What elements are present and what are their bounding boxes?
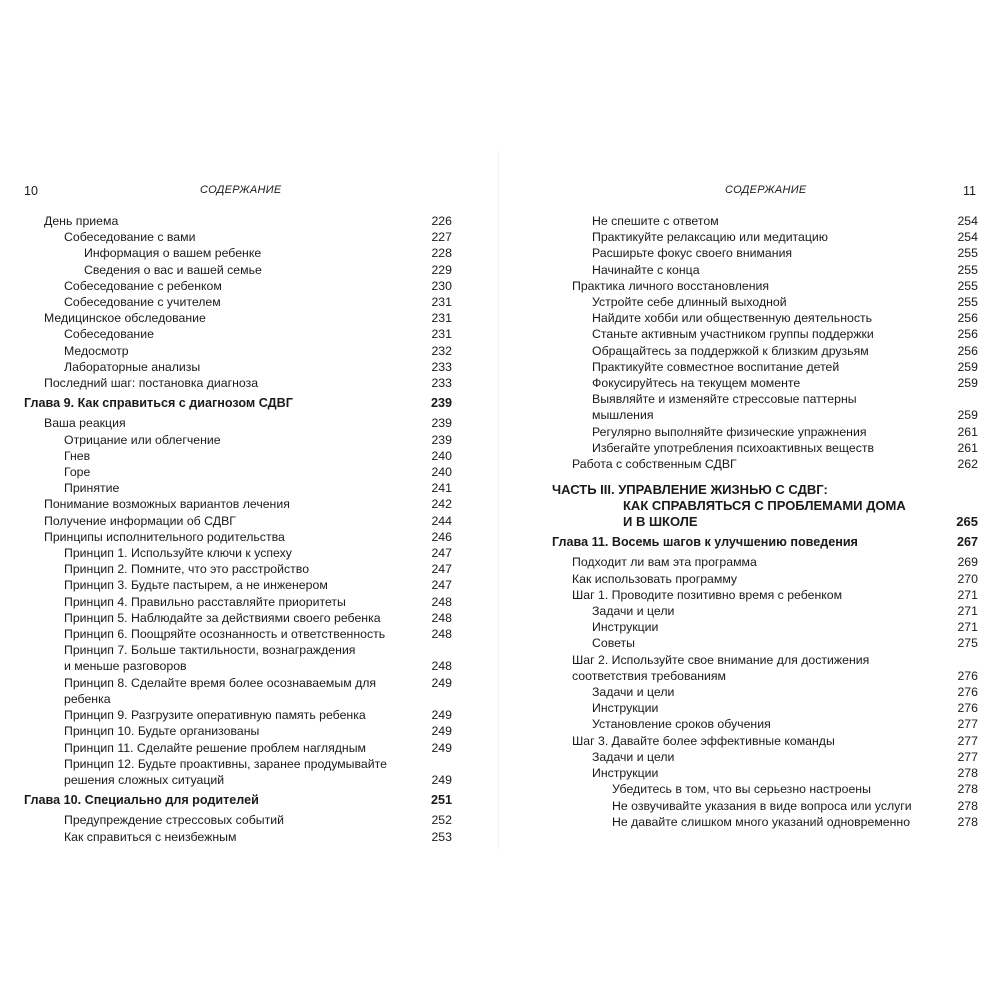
toc-entry <box>552 294 978 310</box>
toc-page-number: 240 <box>431 465 452 480</box>
toc-page-number: 254 <box>957 230 978 245</box>
toc-entry <box>24 545 452 561</box>
toc-entry-title: Практикуйте совместное воспитание детей <box>592 359 840 374</box>
toc-entry <box>24 229 452 245</box>
toc-entry <box>552 262 978 278</box>
toc-page-number: 226 <box>431 214 452 228</box>
toc-entry <box>24 245 452 261</box>
toc-page-number: 259 <box>957 359 978 374</box>
toc-section-a <box>552 213 978 472</box>
toc-entry-title: Принцип 3. Будьте пастырем, а не инженером <box>64 578 328 593</box>
toc-entry-title: Шаг 3. Давайте более эффективные команды <box>572 733 835 748</box>
toc-page-number <box>424 756 452 772</box>
toc-entry <box>552 359 978 375</box>
toc-entry <box>24 278 452 294</box>
toc-page-number: 231 <box>431 311 452 326</box>
running-head: СОДЕРЖАНИЕ <box>200 184 282 196</box>
toc-entry-title: Выявляйте и изменяйте стрессовые паттерны <box>592 392 857 407</box>
toc-page-number: 276 <box>957 668 978 683</box>
toc-entry <box>552 213 978 229</box>
page-number: 10 <box>24 184 38 198</box>
toc-entry-title: Получение информации об СДВГ <box>44 513 236 528</box>
toc-entry-title: мышления <box>592 408 654 423</box>
toc-page-number: 269 <box>957 555 978 570</box>
toc-page-number: 265 <box>956 514 978 530</box>
toc-entry <box>552 781 978 797</box>
toc-entry <box>552 749 978 765</box>
toc-entry-title: Инструкции <box>592 620 659 635</box>
toc-entry-title: Собеседование с ребенком <box>64 278 222 293</box>
toc-entry <box>24 448 452 464</box>
toc-entry-title: Найдите хобби или общественную деятельность <box>592 311 873 326</box>
toc-entry <box>552 603 978 619</box>
toc-page-number: 251 <box>430 793 452 808</box>
toc-entry-title: Практикуйте релаксацию или медитацию <box>592 230 829 245</box>
toc-entry-title: Глава 10. Специально для родителей <box>24 793 259 808</box>
toc-entry-title: Шаг 1. Проводите позитивно время с ребенком <box>572 587 843 602</box>
toc-entry <box>552 635 978 651</box>
toc-page-number: 256 <box>957 311 978 326</box>
toc-page-number: 230 <box>431 278 452 293</box>
part-title-line: И В ШКОЛЕ <box>623 514 698 530</box>
running-head: СОДЕРЖАНИЕ <box>725 184 807 196</box>
toc-entry <box>24 723 452 739</box>
toc-page-number: 277 <box>957 717 978 732</box>
toc-entry <box>24 529 452 545</box>
toc-page-number: 255 <box>957 262 978 277</box>
toc-entry-title: Информация о вашем ребенке <box>84 246 262 261</box>
toc-entry-title: Принцип 9. Разгрузите оперативную память ребенка <box>64 708 366 723</box>
toc-entry <box>552 229 978 245</box>
toc-entry-title: Обращайтесь за поддержкой к близким друзьям <box>592 343 869 358</box>
toc-page-number: 248 <box>431 659 452 674</box>
toc-entry-title: Последний шаг: постановка диагноза <box>44 376 259 391</box>
toc-entry-title: Устройте себе длинный выходной <box>592 295 787 310</box>
toc-entry-title: Шаг 2. Используйте свое внимание для достижения <box>572 652 870 667</box>
toc-entry <box>552 619 978 635</box>
toc-page-number: 278 <box>957 782 978 797</box>
toc-entry-title: и меньше разговоров <box>64 659 187 674</box>
toc-entry-title: Советы <box>592 636 636 651</box>
toc-entry-title: Принцип 6. Поощряйте осознанность и ответственность <box>64 627 386 642</box>
toc-page-number: 248 <box>431 610 452 625</box>
toc-entry-title: решения сложных ситуаций <box>64 772 225 787</box>
toc-entry <box>552 456 978 472</box>
toc-entry <box>24 513 452 529</box>
page-number: 11 <box>963 184 976 198</box>
toc-entry <box>552 326 978 342</box>
toc-page-number: 262 <box>957 457 978 472</box>
toc-page-number: 254 <box>957 214 978 228</box>
toc-entry <box>552 684 978 700</box>
toc-entry <box>552 407 978 423</box>
toc-page-number: 239 <box>431 432 452 447</box>
toc-page-number: 277 <box>957 749 978 764</box>
toc-entry-title: Лабораторные анализы <box>64 359 201 374</box>
right-page <box>500 0 1000 1000</box>
toc-page-number: 248 <box>431 594 452 609</box>
toc-entry-title: Собеседование с вами <box>64 230 196 245</box>
toc-entry <box>552 716 978 732</box>
toc-page-number: 239 <box>430 396 452 411</box>
toc-page-number: 256 <box>957 343 978 358</box>
toc-entry-title: Работа с собственным СДВГ <box>572 457 737 472</box>
toc-page-number: 249 <box>431 675 452 690</box>
toc-entry <box>552 668 978 684</box>
toc-entry <box>24 415 452 431</box>
toc-entry <box>552 798 978 814</box>
toc-entry-title: Сведения о вас и вашей семье <box>84 262 262 277</box>
toc-entry-title: Предупреждение стрессовых событий <box>64 813 284 828</box>
toc-page-number: 240 <box>431 448 452 463</box>
toc-page-number: 275 <box>957 636 978 651</box>
toc-entry <box>552 278 978 294</box>
toc-list <box>552 213 978 830</box>
part-title-line: ЧАСТЬ III. УПРАВЛЕНИЕ ЖИЗНЬЮ С СДВГ: <box>552 482 828 498</box>
toc-entry-title: День приема <box>44 214 119 228</box>
toc-page-number <box>424 642 452 658</box>
toc-entry <box>24 756 452 772</box>
toc-entry-title: Медосмотр <box>64 343 129 358</box>
toc-entry-title: Практика личного восстановления <box>572 278 770 293</box>
toc-page-number: 276 <box>957 685 978 700</box>
toc-page-number: 278 <box>957 766 978 781</box>
toc-entry <box>24 610 452 626</box>
toc-entry <box>552 391 978 407</box>
toc-entry-title: Как использовать программу <box>572 571 738 586</box>
toc-entry <box>24 658 452 674</box>
toc-page-number: 248 <box>431 627 452 642</box>
toc-chapter <box>552 534 978 550</box>
toc-entry <box>24 642 452 658</box>
toc-page-number: 271 <box>957 620 978 635</box>
toc-entry-title: Глава 11. Восемь шагов к улучшению поведения <box>552 535 858 550</box>
toc-entry <box>24 577 452 593</box>
toc-entry-title: Как справиться с неизбежным <box>64 829 237 844</box>
part-title-line: КАК СПРАВЛЯТЬСЯ С ПРОБЛЕМАМИ ДОМА <box>623 498 906 514</box>
toc-page-number: 242 <box>431 497 452 512</box>
toc-entry-title: Принцип 5. Наблюдайте за действиями своего ребенка <box>64 610 381 625</box>
toc-entry-title: Собеседование с учителем <box>64 295 221 310</box>
toc-entry <box>552 554 978 570</box>
toc-entry <box>24 829 452 845</box>
toc-chapter <box>24 792 452 808</box>
toc-page-number: 228 <box>431 246 452 261</box>
toc-entry-title: Фокусируйтесь на текущем моменте <box>592 376 801 391</box>
toc-entry <box>24 772 452 788</box>
toc-entry <box>552 310 978 326</box>
toc-entry-title: Начинайте с конца <box>592 262 700 277</box>
toc-entry-title: Подходит ли вам эта программа <box>572 555 757 570</box>
toc-entry <box>552 571 978 587</box>
toc-entry-title: Установление сроков обучения <box>592 717 771 732</box>
toc-entry <box>24 707 452 723</box>
toc-entry-title: Принцип 2. Помните, что это расстройство <box>64 562 310 577</box>
toc-entry <box>552 587 978 603</box>
toc-page-number: 247 <box>431 562 452 577</box>
toc-page-number <box>950 652 978 668</box>
toc-entry-title: Принцип 4. Правильно расставляйте приоритеты <box>64 594 346 609</box>
toc-page-number: 261 <box>957 424 978 439</box>
toc-entry-title: Задачи и цели <box>592 604 675 619</box>
toc-page-number: 259 <box>957 376 978 391</box>
toc-entry <box>24 740 452 756</box>
toc-page-number: 276 <box>957 701 978 716</box>
toc-entry <box>24 480 452 496</box>
toc-entry-title: Принцип 1. Используйте ключи к успеху <box>64 546 292 561</box>
toc-page-number: 232 <box>431 343 452 358</box>
toc-entry <box>552 375 978 391</box>
toc-entry-title: Избегайте употребления психоактивных веществ <box>592 440 875 455</box>
toc-page-number: 239 <box>431 416 452 431</box>
toc-page-number: 271 <box>957 604 978 619</box>
toc-entry <box>24 594 452 610</box>
toc-entry <box>24 343 452 359</box>
toc-page-number: 249 <box>431 724 452 739</box>
toc-entry <box>24 359 452 375</box>
toc-page-number: 270 <box>957 571 978 586</box>
toc-part-heading <box>552 482 978 530</box>
toc-page-number: 231 <box>431 327 452 342</box>
toc-page-number: 249 <box>431 772 452 787</box>
toc-page-number: 246 <box>431 529 452 544</box>
toc-page-number: 241 <box>431 481 452 496</box>
toc-entry <box>24 496 452 512</box>
toc-entry <box>24 626 452 642</box>
toc-part-title <box>552 482 950 530</box>
toc-page-number: 252 <box>431 813 452 828</box>
toc-page-number: 271 <box>957 587 978 602</box>
toc-entry <box>552 765 978 781</box>
toc-page-number: 255 <box>957 278 978 293</box>
toc-page-number: 249 <box>431 740 452 755</box>
toc-entry-title: Задачи и цели <box>592 685 675 700</box>
toc-entry <box>24 675 452 707</box>
toc-entry <box>552 700 978 716</box>
toc-entry-title: Глава 9. Как справиться с диагнозом СДВГ <box>24 396 293 411</box>
toc-page-number: 267 <box>956 535 978 550</box>
toc-entry <box>24 310 452 326</box>
toc-page-number: 227 <box>431 230 452 245</box>
toc-entry-title: Регулярно выполняйте физические упражнения <box>592 424 867 439</box>
toc-entry <box>24 432 452 448</box>
toc-entry-title: Инструкции <box>592 701 659 716</box>
toc-page-number: 256 <box>957 327 978 342</box>
toc-entry-title: Принцип 7. Больше тактильности, вознаграждения <box>64 643 356 658</box>
toc-entry <box>24 375 452 391</box>
toc-entry-title: соответствия требованиям <box>572 668 726 683</box>
toc-entry <box>24 262 452 278</box>
toc-entry-title: Принципы исполнительного родительства <box>44 529 285 544</box>
toc-list <box>24 213 452 845</box>
toc-entry-title: Не спешите с ответом <box>592 214 719 228</box>
toc-entry-title: Не озвучивайте указания в виде вопроса или услуги <box>612 798 912 813</box>
toc-entry-title: Медицинское обследование <box>44 311 206 326</box>
toc-entry-title: Принцип 11. Сделайте решение проблем наглядным <box>64 740 366 755</box>
toc-entry-title: Убедитесь в том, что вы серьезно настроены <box>612 782 871 797</box>
toc-entry <box>552 440 978 456</box>
toc-page-number: 249 <box>431 708 452 723</box>
toc-page-number: 233 <box>431 376 452 391</box>
toc-entry <box>24 326 452 342</box>
toc-page-number: 259 <box>957 408 978 423</box>
toc-entry-title: Гнев <box>64 448 91 463</box>
toc-entry-title: Горе <box>64 465 91 480</box>
toc-section-b <box>552 534 978 830</box>
toc-page-number: 229 <box>431 262 452 277</box>
toc-entry <box>24 561 452 577</box>
toc-entry-title: Не давайте слишком много указаний одновременно <box>612 814 911 829</box>
toc-chapter <box>24 395 452 411</box>
toc-entry <box>552 343 978 359</box>
toc-page-number: 253 <box>431 829 452 844</box>
toc-page-number: 233 <box>431 359 452 374</box>
toc-entry <box>552 245 978 261</box>
toc-entry <box>552 424 978 440</box>
toc-page-number: 247 <box>431 546 452 561</box>
toc-entry-title: Ваша реакция <box>44 416 126 431</box>
toc-entry <box>24 812 452 828</box>
toc-page-number: 247 <box>431 578 452 593</box>
toc-entry-title: Понимание возможных вариантов лечения <box>44 497 290 512</box>
toc-entry-title: Станьте активным участником группы поддержки <box>592 327 874 342</box>
toc-page-number: 278 <box>957 798 978 813</box>
toc-entry-title: Принцип 10. Будьте организованы <box>64 724 260 739</box>
toc-entry <box>24 213 452 229</box>
toc-entry-title: Задачи и цели <box>592 749 675 764</box>
toc-entry-title: Принятие <box>64 481 120 496</box>
toc-entry <box>552 814 978 830</box>
toc-entry <box>24 464 452 480</box>
toc-entry-title: Собеседование <box>64 327 154 342</box>
toc-page-number: 255 <box>957 295 978 310</box>
toc-page-number <box>950 391 978 407</box>
toc-entry <box>24 294 452 310</box>
toc-page-number: 231 <box>431 295 452 310</box>
toc-entry <box>552 733 978 749</box>
toc-page-number: 255 <box>957 246 978 261</box>
toc-page-number: 278 <box>957 814 978 829</box>
toc-page-number: 244 <box>431 513 452 528</box>
toc-page-number: 261 <box>957 440 978 455</box>
toc-page-number: 277 <box>957 733 978 748</box>
toc-entry-title: Инструкции <box>592 766 659 781</box>
toc-entry-title: Принцип 8. Сделайте время более осознаваемым для ребенка <box>64 675 377 706</box>
toc-entry <box>552 652 978 668</box>
toc-entry-title: Расширьте фокус своего внимания <box>592 246 793 261</box>
toc-entry-title: Отрицание или облегчение <box>64 432 221 447</box>
toc-entry-title: Принцип 12. Будьте проактивны, заранее продумывайте <box>64 756 387 771</box>
